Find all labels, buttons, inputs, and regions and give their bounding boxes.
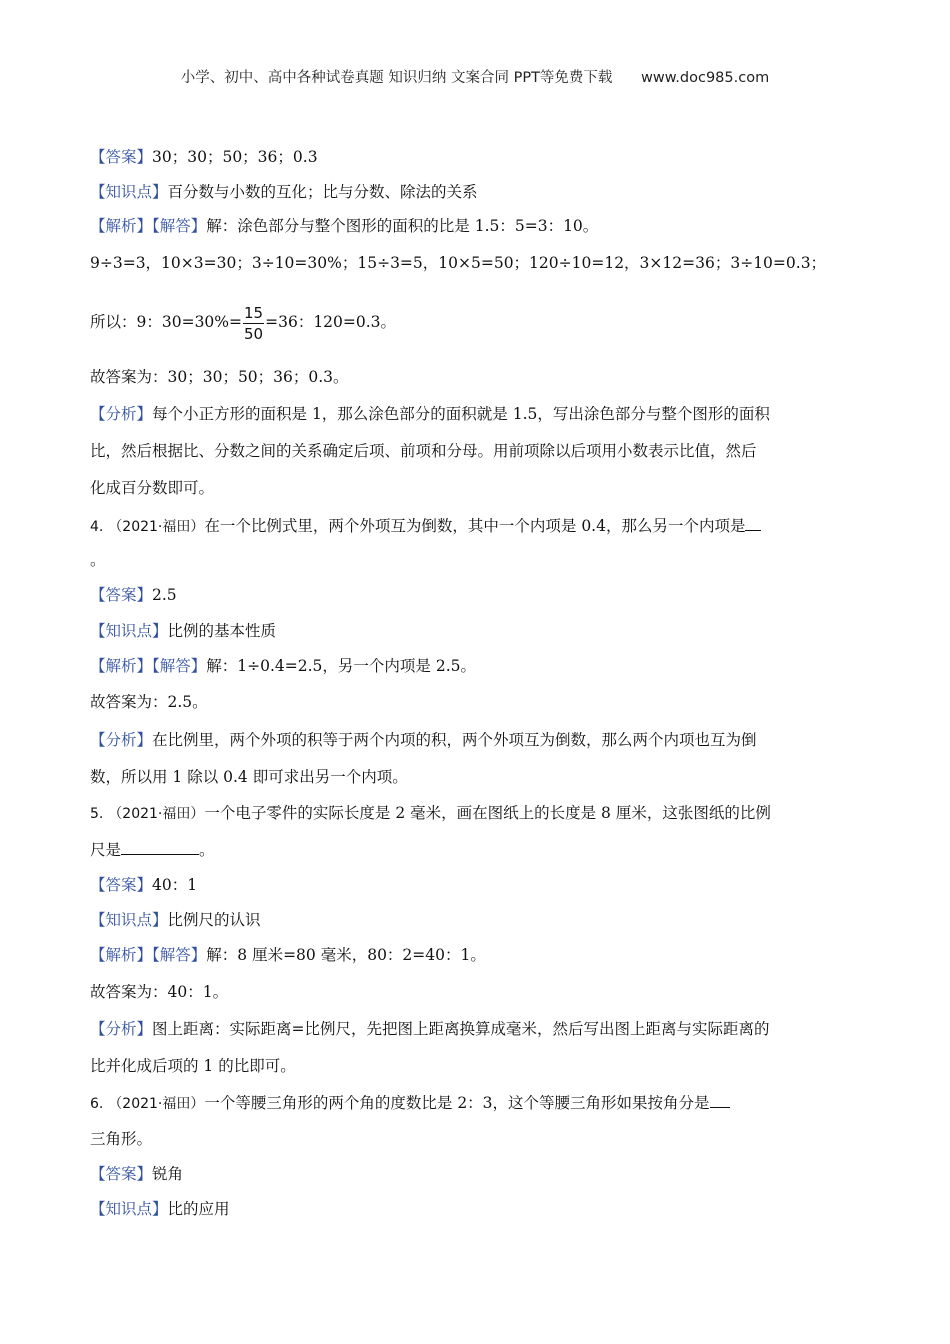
q3-final: 故答案为：30；30；50；36；0.3。 [90,368,349,386]
knowledge-label: 【知识点】 [90,183,168,201]
analysis-label: 【解析】 [90,657,153,675]
q3-answer: 30；30；50；36；0.3 [152,148,318,166]
q5-stem-line [90,802,860,825]
knowledge-label: 【知识点】 [90,622,168,640]
q3-comment-line-3 [90,477,860,499]
knowledge-label: 【知识点】 [90,911,168,929]
q4-stem: 在一个比例式里，两个外项互为倒数，其中一个内项是 0.4，那么另一个内项是 [204,517,746,535]
q3-fraction-numerator: 15 [244,303,264,322]
q6-answer: 锐角 [152,1165,184,1183]
q3-answer-line [90,146,860,168]
q4-answer: 2.5 [152,586,177,604]
q3-so-line [90,300,860,344]
q6-stem-line [90,1092,860,1115]
q4-stem-end-line [90,549,860,571]
page-header [0,66,950,87]
q3-fraction-denominator: 50 [244,324,264,343]
q4-stem-end: 。 [90,551,106,569]
q4-stem-line [90,515,860,538]
q5-knowledge-line [90,909,860,931]
q5-knowledge: 比例尺的认识 [167,911,261,929]
q4-analysis-text: 解：1÷0.4=2.5，另一个内项是 2.5。 [206,657,476,675]
q6-number: 6. [90,1096,104,1112]
comment-label: 【分析】 [90,405,153,423]
q5-final-line [90,981,860,1003]
q5-analysis-line [90,944,860,966]
q5-answer-line [90,874,860,896]
answer-label: 【答案】 [90,1165,153,1183]
solution-label: 【解答】 [152,217,207,235]
q5-stem: 一个电子零件的实际长度是 2 毫米，画在图纸上的长度是 8 厘米，这张图纸的比例 [204,804,771,822]
knowledge-label: 【知识点】 [90,1200,168,1218]
q5-final: 故答案为：40：1。 [90,983,229,1001]
answer-label: 【答案】 [90,148,153,166]
q3-so-post: =36：120=0.3。 [265,313,397,331]
q5-analysis-text: 解：8 厘米=80 毫米，80：2=40：1。 [206,946,486,964]
q5-stem-2-pre: 尺是 [90,841,122,859]
q4-answer-line [90,584,860,606]
q5-number: 5. [90,806,104,822]
q6-source: （2021·福田） [108,1096,205,1112]
q3-analysis-line [90,215,860,237]
q3-comment-3: 化成百分数即可。 [90,479,215,497]
q4-comment-line-1 [90,729,860,751]
q5-blank [121,840,199,855]
q4-blank [745,516,761,531]
analysis-label: 【解析】 [90,217,153,235]
q6-blank [710,1093,730,1108]
q4-knowledge-line [90,620,860,642]
q4-analysis-line [90,655,860,677]
q3-comment-line-1 [90,403,860,425]
q4-comment-1: 在比例里，两个外项的积等于两个内项的积，两个外项互为倒数，那么两个内项也互为倒 [152,731,757,749]
q6-stem: 一个等腰三角形的两个角的度数比是 2：3，这个等腰三角形如果按角分是 [204,1094,710,1112]
q4-source: （2021·福田） [108,519,205,535]
q6-stem-2: 三角形。 [90,1130,153,1148]
q5-comment-line-1 [90,1018,860,1040]
q3-comment-1: 每个小正方形的面积是 1，那么涂色部分的面积就是 1.5，写出涂色部分与整个图形的面积 [152,405,770,423]
q6-answer-line [90,1163,860,1185]
q3-calc: 9÷3=3，10×3=30；3÷10=30%；15÷3=5，10×5=50；120÷10=12，3×12=36；3÷10=0.3； [90,254,827,272]
q5-comment-1: 图上距离：实际距离=比例尺，先把图上距离换算成毫米，然后写出图上距离与实际距离的 [152,1020,770,1038]
q6-stem-line-2 [90,1128,860,1150]
q3-so-pre: 所以：9：30=30%= [90,313,243,331]
q5-stem-line-2 [90,839,860,861]
q3-analysis-text: 解：涂色部分与整个图形的面积的比是 1.5：5=3：10。 [206,217,599,235]
q3-calc-line [90,252,860,274]
comment-label: 【分析】 [90,1020,153,1038]
q3-comment-2: 比，然后根据比、分数之间的关系确定后项、前项和分母。用前项除以后项用小数表示比值，然后 [90,442,757,460]
q3-final-line [90,366,860,388]
q3-knowledge-line [90,181,860,203]
q4-number: 4. [90,519,104,535]
header-text: 小学、初中、高中各种试卷真题 知识归纳 文案合同 PPT等免费下载 [180,70,613,86]
q4-comment-2: 数，所以用 1 除以 0.4 即可求出另一个内项。 [90,768,408,786]
q3-comment-line-2 [90,440,860,462]
analysis-label: 【解析】 [90,946,153,964]
q3-knowledge: 百分数与小数的互化；比与分数、除法的关系 [167,183,478,201]
solution-label: 【解答】 [152,946,207,964]
q6-knowledge-line [90,1198,860,1220]
q5-source: （2021·福田） [108,806,205,822]
comment-label: 【分析】 [90,731,153,749]
q5-comment-line-2 [90,1055,860,1077]
answer-label: 【答案】 [90,586,153,604]
answer-label: 【答案】 [90,876,153,894]
q5-comment-2: 比并化成后项的 1 的比即可。 [90,1057,296,1075]
solution-label: 【解答】 [152,657,207,675]
header-site: www.doc985.com [641,70,770,86]
q6-knowledge: 比的应用 [167,1200,230,1218]
q5-stem-2-post: 。 [199,841,215,859]
q5-answer: 40：1 [152,876,198,894]
q4-knowledge: 比例的基本性质 [167,622,277,640]
q3-fraction [243,303,264,344]
q4-final: 故答案为：2.5。 [90,693,208,711]
q4-final-line [90,691,860,713]
q4-comment-line-2 [90,766,860,788]
